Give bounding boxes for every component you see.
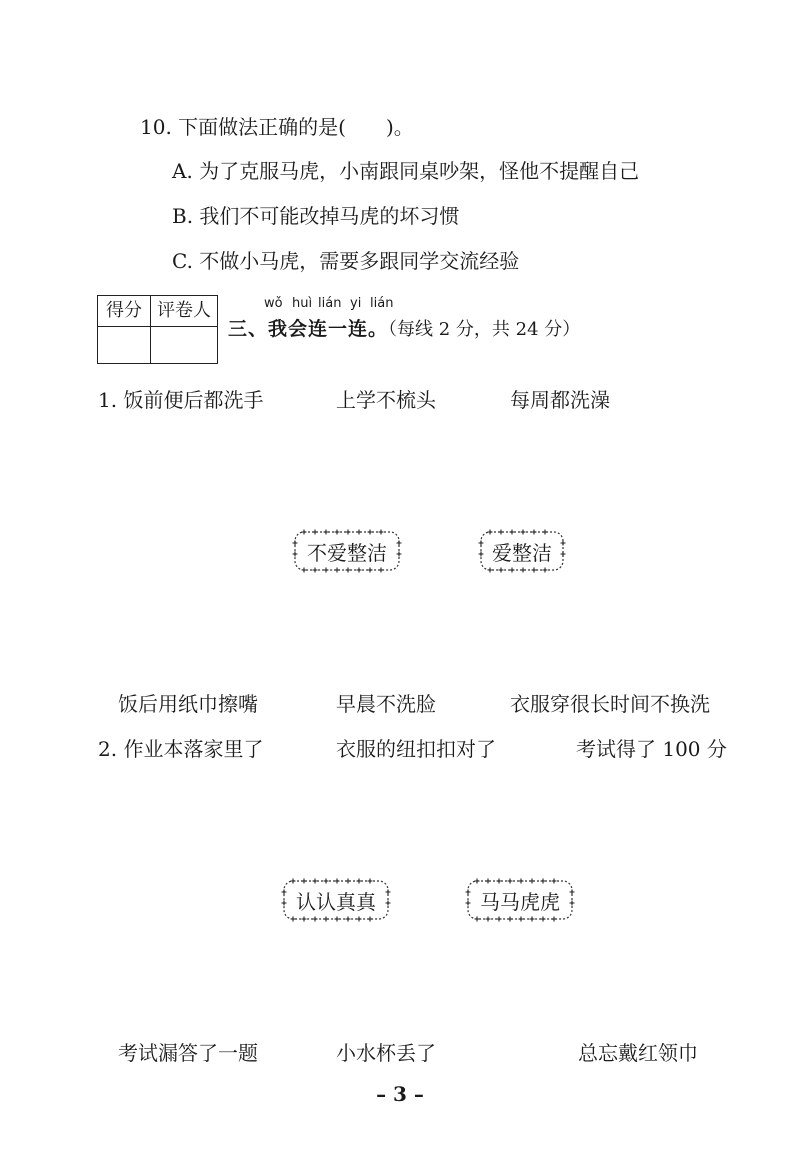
q2-top-3: 考试得了 100 分 [576,737,727,761]
pinyin-yi: yi [350,296,362,311]
q10-stem: 10. 下面做法正确的是( )。 [140,115,414,139]
section-3-title-text: 三、我会连一连。 [228,318,389,340]
q1-top-3: 每周都洗澡 [510,388,610,412]
score-header: 得分 [98,296,151,327]
q2-box-careless[interactable] [465,878,575,922]
grader-header: 评卷人 [151,296,218,327]
q1-box-tidy-label: 爱整洁 [492,540,552,565]
score-cell [98,327,151,364]
q2-bottom-3: 总忘戴红领巾 [578,1041,698,1065]
pinyin-lian2: lián [370,296,394,311]
q2-top-1: 2. 作业本落家里了 [98,737,264,761]
section-3-title [228,317,580,342]
q2-bottom-1: 考试漏答了一题 [118,1041,258,1065]
page-number: – 3 – [376,1082,424,1106]
q1-box-tidy[interactable] [478,529,566,573]
q10-option-b: B. 我们不可能改掉马虎的坏习惯 [172,204,460,228]
q2-box-careful-label: 认认真真 [296,889,376,914]
q1-bottom-2: 早晨不洗脸 [336,692,436,716]
score-table [97,295,218,364]
q2-top-2: 衣服的纽扣扣对了 [336,737,496,761]
q1-top-1: 1. 饭前便后都洗手 [98,388,264,412]
q2-box-careless-label: 马马虎虎 [480,889,560,914]
pinyin-lian1: lián [318,296,342,311]
q1-bottom-1: 饭后用纸巾擦嘴 [118,692,258,716]
section-3-note: （每线 2 分，共 24 分） [388,319,581,340]
pinyin-wo: wǒ [264,296,283,311]
pinyin-hui: huì [292,296,313,311]
q10-option-a: A. 为了克服马虎，小南跟同桌吵架，怪他不提醒自己 [172,159,640,183]
q1-box-untidy[interactable] [292,529,402,573]
q10-option-c: C. 不做小马虎，需要多跟同学交流经验 [172,249,520,273]
q2-bottom-2: 小水杯丢了 [336,1041,436,1065]
q2-box-careful[interactable] [281,878,391,922]
q1-box-untidy-label: 不爱整洁 [307,540,387,565]
q1-top-2: 上学不梳头 [336,388,436,412]
grader-cell [151,327,218,364]
q1-bottom-3: 衣服穿很长时间不换洗 [510,692,710,716]
